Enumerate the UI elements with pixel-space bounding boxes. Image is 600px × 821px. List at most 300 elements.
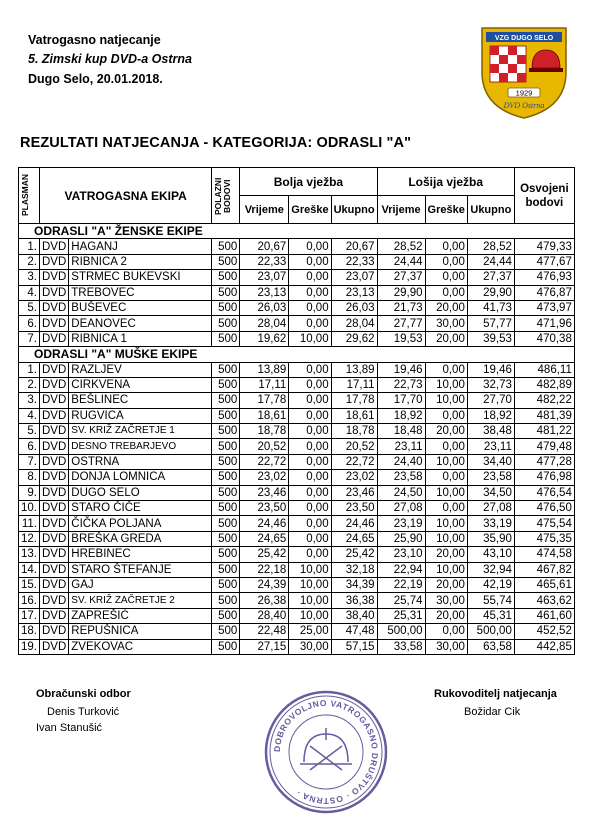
cell-greske-1: 10,00 [289,562,331,577]
cell-dvd: DVD [40,377,69,392]
table-row [19,501,575,516]
cell-ukupno-1: 38,40 [331,608,377,623]
cell-polazni: 500 [212,408,240,423]
cell-vrijeme-2: 23,58 [377,470,425,485]
col-losija-header: Lošija vježba [377,168,514,196]
results-title: REZULTATI NATJECANJA - KATEGORIJA: ODRASLI "A" [20,135,412,151]
cell-greske-2: 0,00 [425,254,467,269]
cell-greske-1: 0,00 [289,270,331,285]
cell-plasman: 1. [19,362,40,377]
cell-greske-1: 0,00 [289,531,331,546]
cell-polazni: 500 [212,593,240,608]
cell-osvojeni: 482,89 [514,377,574,392]
cell-ekipa: DESNO TREBARJEVO [69,439,212,454]
fire-helmet-icon [300,728,352,770]
cell-ukupno-2: 27,37 [467,270,514,285]
cell-dvd: DVD [40,239,69,254]
cell-ekipa: TREBOVEC [69,285,212,300]
cell-ukupno-2: 29,90 [467,285,514,300]
cell-greske-2: 10,00 [425,516,467,531]
cell-vrijeme-1: 26,38 [240,593,289,608]
col-ekipa-header: VATROGASNA EKIPA [40,168,212,224]
cell-vrijeme-1: 26,03 [240,300,289,315]
cell-plasman: 17. [19,608,40,623]
cell-plasman: 7. [19,331,40,346]
cell-ukupno-1: 23,13 [331,285,377,300]
cell-ukupno-2: 24,44 [467,254,514,269]
cell-ekipa: RUGVICA [69,408,212,423]
table-row [19,331,575,346]
cell-ukupno-2: 32,73 [467,377,514,392]
cell-polazni: 500 [212,547,240,562]
cell-plasman: 5. [19,300,40,315]
cell-dvd: DVD [40,408,69,423]
cell-vrijeme-2: 500,00 [377,624,425,639]
cell-greske-1: 0,00 [289,362,331,377]
cell-ukupno-1: 28,04 [331,316,377,331]
cell-vrijeme-2: 27,77 [377,316,425,331]
cell-vrijeme-2: 24,44 [377,254,425,269]
cell-ukupno-1: 36,38 [331,593,377,608]
cell-plasman: 11. [19,516,40,531]
sub-vrijeme-2: Vrijeme [377,196,425,224]
cell-dvd: DVD [40,485,69,500]
logo-year: 1929 [515,88,533,98]
cell-ukupno-1: 20,67 [331,239,377,254]
cell-polazni: 500 [212,439,240,454]
cell-dvd: DVD [40,362,69,377]
cell-greske-1: 25,00 [289,624,331,639]
cell-greske-1: 0,00 [289,454,331,469]
cell-ukupno-2: 39,53 [467,331,514,346]
cell-vrijeme-2: 28,52 [377,239,425,254]
cell-greske-1: 0,00 [289,424,331,439]
cell-greske-1: 0,00 [289,485,331,500]
cell-osvojeni: 470,38 [514,331,574,346]
cell-osvojeni: 474,58 [514,547,574,562]
table-row [19,454,575,469]
cell-greske-1: 0,00 [289,393,331,408]
cell-ukupno-2: 28,52 [467,239,514,254]
cell-greske-2: 30,00 [425,316,467,331]
cell-greske-1: 0,00 [289,377,331,392]
cell-vrijeme-1: 18,78 [240,424,289,439]
table-row [19,593,575,608]
cell-ekipa: DEANOVEC [69,316,212,331]
cell-ukupno-1: 34,39 [331,577,377,592]
cell-vrijeme-2: 18,48 [377,424,425,439]
cell-ekipa: OSTRNA [69,454,212,469]
cell-vrijeme-1: 17,11 [240,377,289,392]
committee-member-1: Denis Turković [47,706,120,718]
cell-polazni: 500 [212,300,240,315]
cell-ukupno-2: 32,94 [467,562,514,577]
logo-top-text: VZG DUGO SELO [494,35,554,42]
vzg-logo [474,20,574,120]
cell-vrijeme-2: 19,46 [377,362,425,377]
table-row [19,577,575,592]
cell-ekipa: RIBNICA 2 [69,254,212,269]
cell-polazni: 500 [212,362,240,377]
cell-ekipa: GAJ [69,577,212,592]
cell-plasman: 10. [19,501,40,516]
cell-osvojeni: 461,60 [514,608,574,623]
cell-greske-1: 0,00 [289,516,331,531]
cell-ukupno-1: 22,72 [331,454,377,469]
cell-ukupno-1: 18,78 [331,424,377,439]
cell-plasman: 19. [19,639,40,654]
cell-vrijeme-2: 23,11 [377,439,425,454]
cell-ekipa: ČIČKA POLJANA [69,516,212,531]
cell-dvd: DVD [40,285,69,300]
cell-polazni: 500 [212,393,240,408]
cell-greske-1: 0,00 [289,300,331,315]
cell-vrijeme-1: 18,61 [240,408,289,423]
cell-ekipa: HAGANJ [69,239,212,254]
cell-ekipa: ZVEKOVAC [69,639,212,654]
cell-greske-2: 20,00 [425,300,467,315]
cell-ukupno-2: 33,19 [467,516,514,531]
cell-vrijeme-2: 22,94 [377,562,425,577]
seal-text: DOBROVOLJNO VATROGASNO DRUŠTVO · OSTRNA · [271,697,381,807]
table-row [19,285,575,300]
cell-vrijeme-2: 27,37 [377,270,425,285]
cell-polazni: 500 [212,516,240,531]
cell-plasman: 4. [19,408,40,423]
cell-vrijeme-1: 23,50 [240,501,289,516]
cell-vrijeme-1: 19,62 [240,331,289,346]
cell-ukupno-1: 24,46 [331,516,377,531]
cell-osvojeni: 463,62 [514,593,574,608]
cell-dvd: DVD [40,593,69,608]
cell-osvojeni: 481,22 [514,424,574,439]
cell-vrijeme-1: 23,46 [240,485,289,500]
cell-greske-2: 30,00 [425,593,467,608]
cell-polazni: 500 [212,562,240,577]
cell-ekipa: ZAPREŠIĆ [69,608,212,623]
table-row [19,377,575,392]
cell-dvd: DVD [40,393,69,408]
cell-dvd: DVD [40,624,69,639]
cell-osvojeni: 481,39 [514,408,574,423]
cell-greske-2: 0,00 [425,624,467,639]
cell-vrijeme-2: 25,31 [377,608,425,623]
cell-vrijeme-1: 22,48 [240,624,289,639]
cell-ukupno-2: 18,92 [467,408,514,423]
cell-osvojeni: 479,48 [514,439,574,454]
director-name: Božidar Cik [464,706,521,718]
cell-ukupno-2: 34,50 [467,485,514,500]
cell-plasman: 13. [19,547,40,562]
cell-polazni: 500 [212,331,240,346]
sub-ukupno-1: Ukupno [331,196,377,224]
cell-greske-2: 0,00 [425,239,467,254]
table-row [19,439,575,454]
cell-vrijeme-2: 22,19 [377,577,425,592]
table-row [19,270,575,285]
cell-plasman: 1. [19,239,40,254]
cell-polazni: 500 [212,577,240,592]
cell-osvojeni: 476,93 [514,270,574,285]
cell-greske-2: 30,00 [425,639,467,654]
cell-ukupno-2: 55,74 [467,593,514,608]
cell-plasman: 12. [19,531,40,546]
cell-dvd: DVD [40,562,69,577]
cell-osvojeni: 477,28 [514,454,574,469]
cell-ukupno-2: 43,10 [467,547,514,562]
cell-ukupno-2: 35,90 [467,531,514,546]
cell-vrijeme-1: 28,04 [240,316,289,331]
cell-greske-1: 0,00 [289,547,331,562]
cell-greske-1: 0,00 [289,239,331,254]
cell-greske-2: 0,00 [425,439,467,454]
cell-plasman: 9. [19,485,40,500]
col-osvojeni-header: Osvojeni bodovi [514,168,574,224]
cell-ukupno-2: 27,08 [467,501,514,516]
cell-plasman: 15. [19,577,40,592]
cell-vrijeme-1: 25,42 [240,547,289,562]
cell-osvojeni: 477,67 [514,254,574,269]
cell-polazni: 500 [212,270,240,285]
cell-plasman: 2. [19,377,40,392]
section-title: ODRASLI "A" ŽENSKE EKIPE [19,224,575,239]
cell-dvd: DVD [40,424,69,439]
cell-vrijeme-1: 22,72 [240,454,289,469]
cell-greske-2: 0,00 [425,501,467,516]
cell-dvd: DVD [40,577,69,592]
sub-greske-2: Greške [425,196,467,224]
cell-ukupno-1: 23,02 [331,470,377,485]
cell-ukupno-1: 18,61 [331,408,377,423]
cell-osvojeni: 482,22 [514,393,574,408]
table-row [19,408,575,423]
cell-dvd: DVD [40,316,69,331]
cell-greske-1: 0,00 [289,285,331,300]
cell-greske-1: 30,00 [289,639,331,654]
cell-ukupno-1: 23,46 [331,485,377,500]
cell-dvd: DVD [40,300,69,315]
cell-ekipa: STARO ŠTEFANJE [69,562,212,577]
cell-dvd: DVD [40,531,69,546]
event-place-date: Dugo Selo, 20.01.2018. [28,72,163,86]
cell-greske-1: 10,00 [289,577,331,592]
cell-vrijeme-2: 33,58 [377,639,425,654]
cell-vrijeme-2: 19,53 [377,331,425,346]
cell-greske-2: 10,00 [425,377,467,392]
cell-ukupno-2: 45,31 [467,608,514,623]
cell-polazni: 500 [212,454,240,469]
cell-vrijeme-2: 21,73 [377,300,425,315]
cell-greske-2: 20,00 [425,608,467,623]
cell-ekipa: SV. KRIŽ ZAČRETJE 2 [69,593,212,608]
cell-vrijeme-2: 23,19 [377,516,425,531]
cell-ukupno-2: 34,40 [467,454,514,469]
cell-ukupno-2: 42,19 [467,577,514,592]
col-bolja-header: Bolja vježba [240,168,377,196]
cell-ukupno-1: 47,48 [331,624,377,639]
committee-title: Obračunski odbor [36,688,131,700]
sub-vrijeme-1: Vrijeme [240,196,289,224]
table-row [19,239,575,254]
cell-dvd: DVD [40,454,69,469]
cell-polazni: 500 [212,485,240,500]
cell-vrijeme-1: 13,89 [240,362,289,377]
table-row [19,639,575,654]
cell-polazni: 500 [212,470,240,485]
table-row [19,300,575,315]
cell-greske-1: 10,00 [289,331,331,346]
checkerboard-icon [490,46,526,82]
cell-ukupno-1: 57,15 [331,639,377,654]
sub-greske-1: Greške [289,196,331,224]
cell-plasman: 6. [19,439,40,454]
cell-greske-1: 0,00 [289,254,331,269]
cell-ukupno-1: 13,89 [331,362,377,377]
cell-greske-1: 0,00 [289,439,331,454]
cell-ukupno-2: 23,11 [467,439,514,454]
cell-dvd: DVD [40,254,69,269]
cell-plasman: 7. [19,454,40,469]
svg-text:DOBROVOLJNO VATROGASNO DRUŠTVO [272,698,380,806]
cell-greske-2: 20,00 [425,547,467,562]
table-row [19,470,575,485]
cell-dvd: DVD [40,470,69,485]
section-header [19,224,575,239]
cell-greske-2: 20,00 [425,424,467,439]
table-row [19,362,575,377]
dvd-ostrna-seal [262,688,390,816]
cell-polazni: 500 [212,424,240,439]
cell-ukupno-1: 20,52 [331,439,377,454]
cell-ukupno-2: 27,70 [467,393,514,408]
cell-greske-1: 0,00 [289,501,331,516]
cell-greske-2: 10,00 [425,562,467,577]
cell-plasman: 3. [19,393,40,408]
cell-vrijeme-2: 17,70 [377,393,425,408]
cell-greske-1: 10,00 [289,608,331,623]
cell-osvojeni: 452,52 [514,624,574,639]
cell-ukupno-1: 17,11 [331,377,377,392]
cell-vrijeme-1: 24,39 [240,577,289,592]
cell-osvojeni: 471,96 [514,316,574,331]
cell-vrijeme-2: 22,73 [377,377,425,392]
cell-osvojeni: 479,33 [514,239,574,254]
cell-dvd: DVD [40,439,69,454]
cell-polazni: 500 [212,377,240,392]
cell-ukupno-1: 32,18 [331,562,377,577]
cell-plasman: 8. [19,470,40,485]
cell-plasman: 5. [19,424,40,439]
cell-polazni: 500 [212,639,240,654]
cell-ekipa: BEŠLINEC [69,393,212,408]
cell-ukupno-1: 23,50 [331,501,377,516]
cell-dvd: DVD [40,501,69,516]
table-row [19,485,575,500]
col-polazni-header: POLAZNI BODOVI [212,168,240,224]
cell-ekipa: BREŠKA GREDA [69,531,212,546]
cell-ekipa: STRMEC BUKEVSKI [69,270,212,285]
cell-plasman: 2. [19,254,40,269]
cell-polazni: 500 [212,624,240,639]
cell-plasman: 16. [19,593,40,608]
cell-vrijeme-2: 24,40 [377,454,425,469]
cell-greske-1: 10,00 [289,593,331,608]
cell-plasman: 14. [19,562,40,577]
event-name: 5. Zimski kup DVD-a Ostrna [28,52,192,66]
cell-osvojeni: 476,98 [514,470,574,485]
cell-vrijeme-1: 27,15 [240,639,289,654]
cell-greske-2: 0,00 [425,285,467,300]
cell-plasman: 4. [19,285,40,300]
cell-ekipa: DONJA LOMNICA [69,470,212,485]
cell-greske-2: 0,00 [425,270,467,285]
cell-ekipa: SV. KRIŽ ZAČRETJE 1 [69,424,212,439]
cell-vrijeme-1: 20,67 [240,239,289,254]
cell-vrijeme-1: 23,07 [240,270,289,285]
cell-osvojeni: 486,11 [514,362,574,377]
cell-vrijeme-1: 23,13 [240,285,289,300]
cell-vrijeme-1: 23,02 [240,470,289,485]
cell-greske-2: 10,00 [425,485,467,500]
cell-osvojeni: 473,97 [514,300,574,315]
cell-ukupno-1: 24,65 [331,531,377,546]
cell-plasman: 18. [19,624,40,639]
cell-ekipa: RIBNICA 1 [69,331,212,346]
results-table [18,167,575,655]
cell-vrijeme-1: 28,40 [240,608,289,623]
cell-ekipa: REPUŠNICA [69,624,212,639]
table-row [19,547,575,562]
cell-polazni: 500 [212,608,240,623]
section-header [19,347,575,362]
cell-ekipa: HREBINEC [69,547,212,562]
table-row [19,393,575,408]
cell-vrijeme-1: 22,33 [240,254,289,269]
cell-greske-2: 20,00 [425,331,467,346]
cell-osvojeni: 442,85 [514,639,574,654]
table-row [19,608,575,623]
cell-vrijeme-1: 22,18 [240,562,289,577]
cell-ekipa: CIRKVENA [69,377,212,392]
cell-ukupno-1: 17,78 [331,393,377,408]
cell-vrijeme-2: 29,90 [377,285,425,300]
cell-plasman: 3. [19,270,40,285]
cell-polazni: 500 [212,285,240,300]
cell-polazni: 500 [212,531,240,546]
cell-osvojeni: 475,54 [514,516,574,531]
cell-osvojeni: 475,35 [514,531,574,546]
table-row [19,624,575,639]
logo-bottom-text: DVD Ostrna [503,101,545,110]
cell-polazni: 500 [212,254,240,269]
cell-ukupno-1: 29,62 [331,331,377,346]
cell-ukupno-1: 25,42 [331,547,377,562]
cell-greske-2: 10,00 [425,531,467,546]
cell-ukupno-2: 57,77 [467,316,514,331]
cell-dvd: DVD [40,516,69,531]
cell-vrijeme-2: 27,08 [377,501,425,516]
cell-greske-2: 0,00 [425,362,467,377]
cell-greske-2: 10,00 [425,393,467,408]
table-row [19,424,575,439]
cell-dvd: DVD [40,270,69,285]
cell-ekipa: DUGO SELO [69,485,212,500]
cell-greske-1: 0,00 [289,470,331,485]
cell-vrijeme-2: 25,74 [377,593,425,608]
cell-osvojeni: 476,54 [514,485,574,500]
cell-vrijeme-2: 24,50 [377,485,425,500]
cell-dvd: DVD [40,547,69,562]
